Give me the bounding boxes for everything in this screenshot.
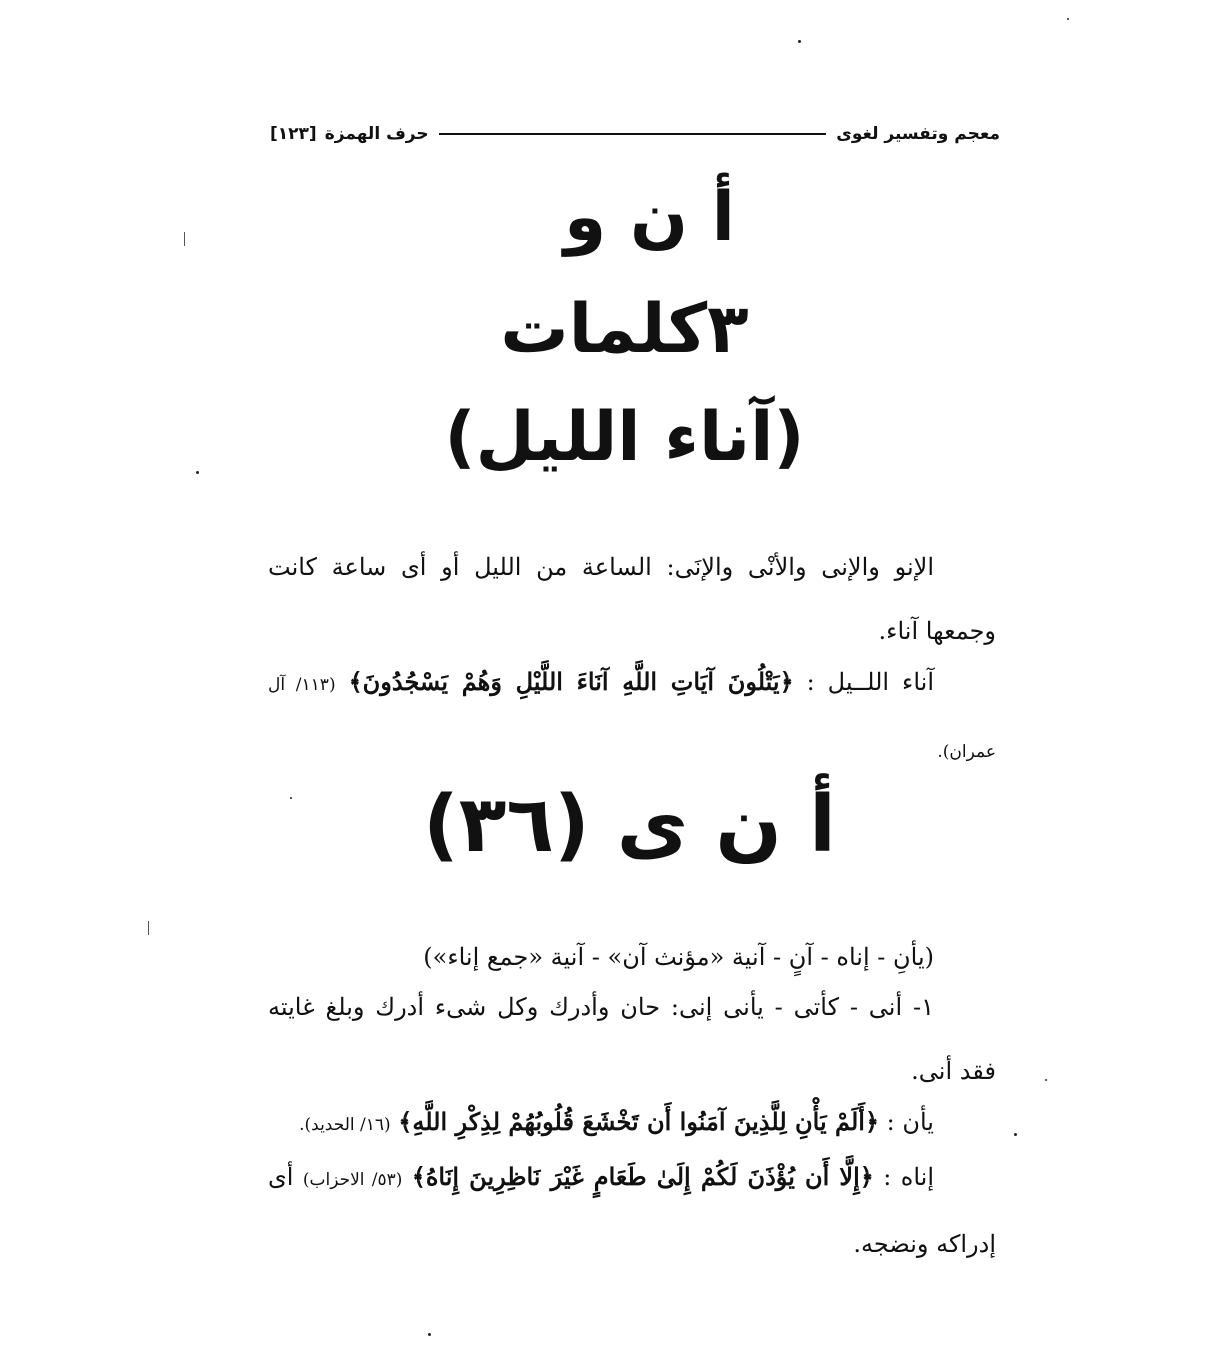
- scan-mark: [184, 232, 185, 246]
- verse-reference: (١٦/ الحديد).: [299, 1115, 391, 1135]
- book-title: معجم وتفسير لغوى: [836, 124, 1000, 144]
- entry-word-heading: (آناء الليل): [444, 398, 805, 477]
- quran-verse: ﴿أَلَمْ يَأْنِ لِلَّذِينَ آمَنُوا أَن تَخْشَعَ قُلُوبُهُمْ لِذِكْرِ اللَّهِ﴾: [398, 1107, 880, 1136]
- definition-text: الإنو والإنى والأنْى والإنَى: الساعة من الليل أو أى ساعة كانت وجمعها آناء.: [268, 553, 996, 645]
- definition-label: ١- أنى - كأتى - يأنى إنى:: [670, 993, 934, 1021]
- example-label: يأن :: [886, 1108, 934, 1136]
- example-paragraph: [268, 1145, 996, 1276]
- scan-speck: [428, 1333, 431, 1336]
- definition-text: حان وأدرك وكل شىء أدرك وبلغ غايته فقد أنى.: [268, 993, 996, 1085]
- example-label: إناه :: [883, 1163, 934, 1191]
- definition-paragraph: [268, 975, 996, 1103]
- forms-text: (يأنِ - إناه - آنٍ - آنية «مؤنث آن» - آنية «جمع إناء»): [423, 943, 934, 971]
- header-rule: [439, 133, 827, 135]
- section-title: حرف الهمزة: [324, 124, 429, 144]
- scan-speck: [798, 40, 801, 43]
- entry-word-count: ٣كلمات: [500, 290, 749, 369]
- verse-reference: (٥٣/ الاحزاب): [302, 1170, 403, 1190]
- scan-mark: [148, 921, 149, 935]
- scan-speck: [196, 471, 199, 474]
- example-tail: أى إدراكه ونضجه.: [268, 1163, 996, 1258]
- example-label: آناء اللــيل :: [806, 668, 934, 696]
- definition-paragraph: [268, 535, 996, 663]
- scan-speck: [1014, 1133, 1017, 1136]
- scan-speck: [1067, 18, 1069, 20]
- scan-speck: [1045, 1079, 1047, 1081]
- quran-verse: ﴿إِلَّا أَن يُؤْذَنَ لَكُمْ إِلَىٰ طَعَامٍ غَيْرَ نَاظِرِينَ إِنَاهُ﴾: [411, 1162, 874, 1191]
- running-header: [270, 118, 1000, 150]
- verse-reference: (١١٣/ آل عمران).: [268, 675, 996, 762]
- page-number: [١٢٣]: [270, 124, 317, 144]
- scan-speck: [290, 797, 292, 799]
- entry-root-heading: أ ن ى (٣٦): [423, 780, 836, 870]
- quran-verse: ﴿يَتْلُونَ آيَاتِ اللَّهِ آنَاءَ اللَّيْلِ وَهُمْ يَسْجُدُونَ﴾: [348, 667, 794, 696]
- entry-root-heading: أ ن و: [564, 178, 735, 257]
- example-paragraph: [268, 650, 996, 784]
